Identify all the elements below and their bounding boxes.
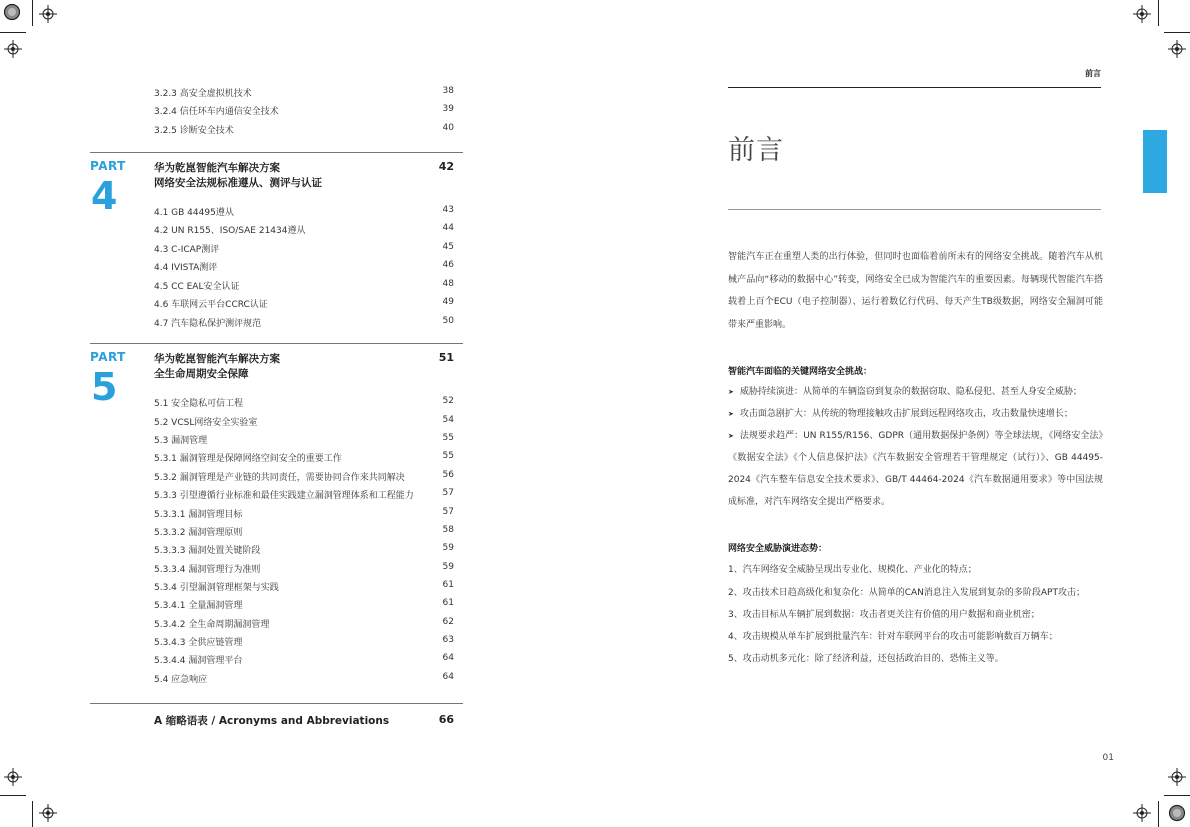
toc-row-page: 56 [442, 470, 454, 480]
trend-item: 3、攻击目标从车辆扩展到数据：攻击者更关注有价值的用户数据和商业机密； [728, 610, 1040, 620]
registration-mark-icon [4, 768, 22, 786]
toc-row-label: 5.1 安全隐私可信工程 [154, 399, 244, 409]
toc-row-label: 4.3 C-ICAP测评 [154, 245, 220, 255]
toc-row[interactable] [154, 297, 454, 313]
toc-row-page: 52 [442, 396, 454, 406]
toc-row[interactable] [154, 598, 454, 614]
registration-mark-icon [4, 40, 22, 58]
part4-page: 42 [438, 160, 454, 173]
toc-row-page: 38 [442, 86, 454, 96]
toc-row-page: 61 [442, 598, 454, 608]
toc-row[interactable] [154, 562, 454, 578]
toc-row-label: 5.3.4 引望漏洞管理框架与实践 [154, 583, 279, 593]
toc-row[interactable] [154, 205, 454, 221]
toc-row-label: 5.3.4.3 全供应链管理 [154, 638, 243, 648]
toc-row-page: 54 [442, 415, 454, 425]
toc-row[interactable] [154, 507, 454, 523]
toc-row-page: 62 [442, 617, 454, 627]
toc-row-label: 5.3.4.4 漏洞管理平台 [154, 656, 243, 666]
toc-row[interactable] [154, 433, 454, 449]
toc-row-label: 4.4 IVISTA测评 [154, 263, 218, 273]
toc-row-label: 5.3.4.1 全量漏洞管理 [154, 601, 243, 611]
toc-row-label: 4.2 UN R155、ISO/SAE 21434遵从 [154, 226, 306, 236]
toc-row-label: 5.3.3.1 漏洞管理目标 [154, 510, 243, 520]
trim-mark [0, 795, 26, 796]
toc-row[interactable] [154, 580, 454, 596]
trend-item: 1、汽车网络安全威胁呈现出专业化、规模化、产业化的特点； [728, 565, 977, 575]
trim-mark [0, 32, 26, 33]
trim-mark [1164, 32, 1190, 33]
part4-title-line2[interactable]: 网络安全法规标准遵从、测评与认证 [154, 177, 322, 189]
toc-row-page: 57 [442, 488, 454, 498]
toc-row-page: 45 [442, 242, 454, 252]
toc-row[interactable] [154, 635, 454, 651]
toc-row-label: 5.3.3 引望遵循行业标准和最佳实践建立漏洞管理体系和工程能力 [154, 491, 414, 501]
toc-row-label: 3.2.5 诊断安全技术 [154, 126, 234, 136]
toc-row-label: 5.3.4.2 全生命周期漏洞管理 [154, 620, 270, 630]
registration-mark-icon [1133, 804, 1151, 822]
toc-row[interactable] [154, 653, 454, 669]
toc-row-page: 55 [442, 433, 454, 443]
trim-mark [1158, 0, 1159, 26]
trim-mark [32, 0, 33, 26]
toc-row[interactable] [154, 470, 454, 486]
toc-row-page: 61 [442, 580, 454, 590]
toc-row[interactable] [154, 543, 454, 559]
toc-row-label: 3.2.4 信任环车内通信安全技术 [154, 107, 279, 117]
toc-row-label: 5.3.1 漏洞管理是保障网络空间安全的重要工作 [154, 454, 342, 464]
header-rule [728, 87, 1101, 88]
toc-row[interactable] [154, 451, 454, 467]
trend-item: 2、攻击技术日趋高级化和复杂化：从简单的CAN消息注入发展到复杂的多阶段APT攻击； [728, 588, 1085, 598]
title-rule [728, 209, 1101, 210]
challenge-item [728, 381, 1103, 403]
bullet-arrow-icon: ➤ [728, 432, 734, 440]
toc-row[interactable] [154, 488, 454, 504]
toc-row[interactable] [154, 415, 454, 431]
toc-row-page: 49 [442, 297, 454, 307]
bullet-arrow-icon: ➤ [728, 388, 734, 396]
bullet-arrow-icon: ➤ [728, 410, 734, 418]
part4-title-line1[interactable]: 华为乾崑智能汽车解决方案 [154, 162, 280, 174]
color-bar-circle-icon [1168, 804, 1186, 822]
toc-row-label: 5.3.3.4 漏洞管理行为准则 [154, 565, 261, 575]
toc-row[interactable] [154, 316, 454, 332]
toc-row-label: 5.3.3.3 漏洞处置关键阶段 [154, 546, 261, 556]
registration-mark-icon [1168, 768, 1186, 786]
toc-row-label: 3.2.3 高安全虚拟机技术 [154, 89, 252, 99]
intro-paragraph: 智能汽车正在重塑人类的出行体验，但同时也面临着前所未有的网络安全挑战。随着汽车从机械产品向“移动的数据中心”转变，网络安全已成为智能汽车的重要因素。每辆现代智能汽车搭载着上百个ECU（电子控制器）、运行着数亿行代码、每天产生TB级数据，网络安全漏洞可能带来严重影响。 [728, 252, 1103, 330]
toc-row-page: 40 [442, 123, 454, 133]
page-number: 01 [1102, 753, 1114, 763]
part4-number: 4 [91, 174, 118, 218]
trend-item: 5、攻击动机多元化：除了经济利益，还包括政治目的、恐怖主义等。 [728, 654, 1004, 664]
appendix-page: 66 [438, 713, 454, 726]
part5-title-line2[interactable]: 全生命周期安全保障 [154, 368, 249, 380]
toc-row-label: 5.3 漏洞管理 [154, 436, 208, 446]
toc-row-page: 39 [442, 104, 454, 114]
registration-mark-icon [39, 5, 57, 23]
toc-row-label: 4.1 GB 44495遵从 [154, 208, 234, 218]
toc-row[interactable] [154, 260, 454, 276]
challenges-heading: 智能汽车面临的关键网络安全挑战： [728, 367, 873, 377]
toc-row-page: 59 [442, 543, 454, 553]
toc-row-label: 4.7 汽车隐私保护测评规范 [154, 319, 262, 329]
toc-row-page: 43 [442, 205, 454, 215]
trend-item: 4、攻击规模从单车扩展到批量汽车：针对车联网平台的攻击可能影响数百万辆车； [728, 632, 1058, 642]
challenge-item [728, 425, 1103, 513]
part4-divider [90, 152, 463, 153]
running-header: 前言 [1085, 69, 1101, 78]
toc-row-page: 57 [442, 507, 454, 517]
toc-row[interactable] [154, 525, 454, 541]
toc-row[interactable] [154, 672, 454, 688]
appendix-title[interactable]: A 缩略语表 / Acronyms and Abbreviations [154, 715, 390, 727]
part5-page: 51 [438, 351, 454, 364]
toc-row[interactable] [154, 223, 454, 239]
toc-row[interactable] [154, 104, 454, 120]
challenge-text: 法规要求趋严：UN R155/R156、GDPR（通用数据保护条例）等全球法规，《网络安全法》《数据安全法》《个人信息保护法》《汽车数据安全管理若干管理规定（试行）》、GB 44495-2024《汽车整车信息安全技术要求》、GB/T 44464-2024《汽车数据通用要求》等中国法规成标准，对汽车网络安全提出严格要求。 [728, 431, 1103, 507]
color-bar-circle-icon [3, 3, 21, 21]
toc-row[interactable] [154, 617, 454, 633]
challenge-text: 攻击面急剧扩大：从传统的物理接触攻击扩展到远程网络攻击，攻击数量快速增长； [739, 409, 1073, 419]
toc-row-label: 5.4 应急响应 [154, 675, 208, 685]
toc-row-label: 4.5 CC EAL安全认证 [154, 282, 240, 292]
toc-row[interactable] [154, 396, 454, 412]
toc-row-label: 4.6 车联网云平台CCRC认证 [154, 300, 268, 310]
toc-row-page: 50 [442, 316, 454, 326]
part5-divider [90, 343, 463, 344]
trim-mark [1164, 795, 1190, 796]
toc-row[interactable] [154, 242, 454, 258]
toc-row[interactable] [154, 86, 454, 102]
toc-row-page: 59 [442, 562, 454, 572]
trends-heading: 网络安全威胁演进态势： [728, 544, 828, 554]
part5-label: PART [90, 350, 126, 364]
registration-mark-icon [1133, 5, 1151, 23]
challenge-item [728, 403, 1103, 425]
toc-row-page: 44 [442, 223, 454, 233]
trim-mark [32, 801, 33, 827]
toc-row-page: 48 [442, 279, 454, 289]
toc-row-label: 5.2 VCSL网络安全实验室 [154, 418, 258, 428]
trim-mark [1158, 801, 1159, 827]
toc-row-page: 64 [442, 653, 454, 663]
registration-mark-icon [1168, 40, 1186, 58]
toc-row-label: 5.3.3.2 漏洞管理原则 [154, 528, 243, 538]
section-tab [1143, 130, 1167, 193]
toc-row-page: 58 [442, 525, 454, 535]
part5-number: 5 [91, 365, 118, 409]
part5-title-line1[interactable]: 华为乾崑智能汽车解决方案 [154, 353, 280, 365]
page-title: 前言 [728, 135, 784, 166]
toc-row-label: 5.3.2 漏洞管理是产业链的共同责任，需要协同合作来共同解决 [154, 473, 405, 483]
appendix-divider [90, 703, 463, 704]
toc-row-page: 55 [442, 451, 454, 461]
toc-row-page: 63 [442, 635, 454, 645]
toc-row[interactable] [154, 279, 454, 295]
toc-row-page: 64 [442, 672, 454, 682]
registration-mark-icon [39, 804, 57, 822]
toc-row-page: 46 [442, 260, 454, 270]
part4-label: PART [90, 159, 126, 173]
toc-row[interactable] [154, 123, 454, 139]
challenge-text: 威胁持续演进：从简单的车辆盗窃到复杂的数据窃取、隐私侵犯、甚至人身安全威胁； [739, 387, 1082, 397]
